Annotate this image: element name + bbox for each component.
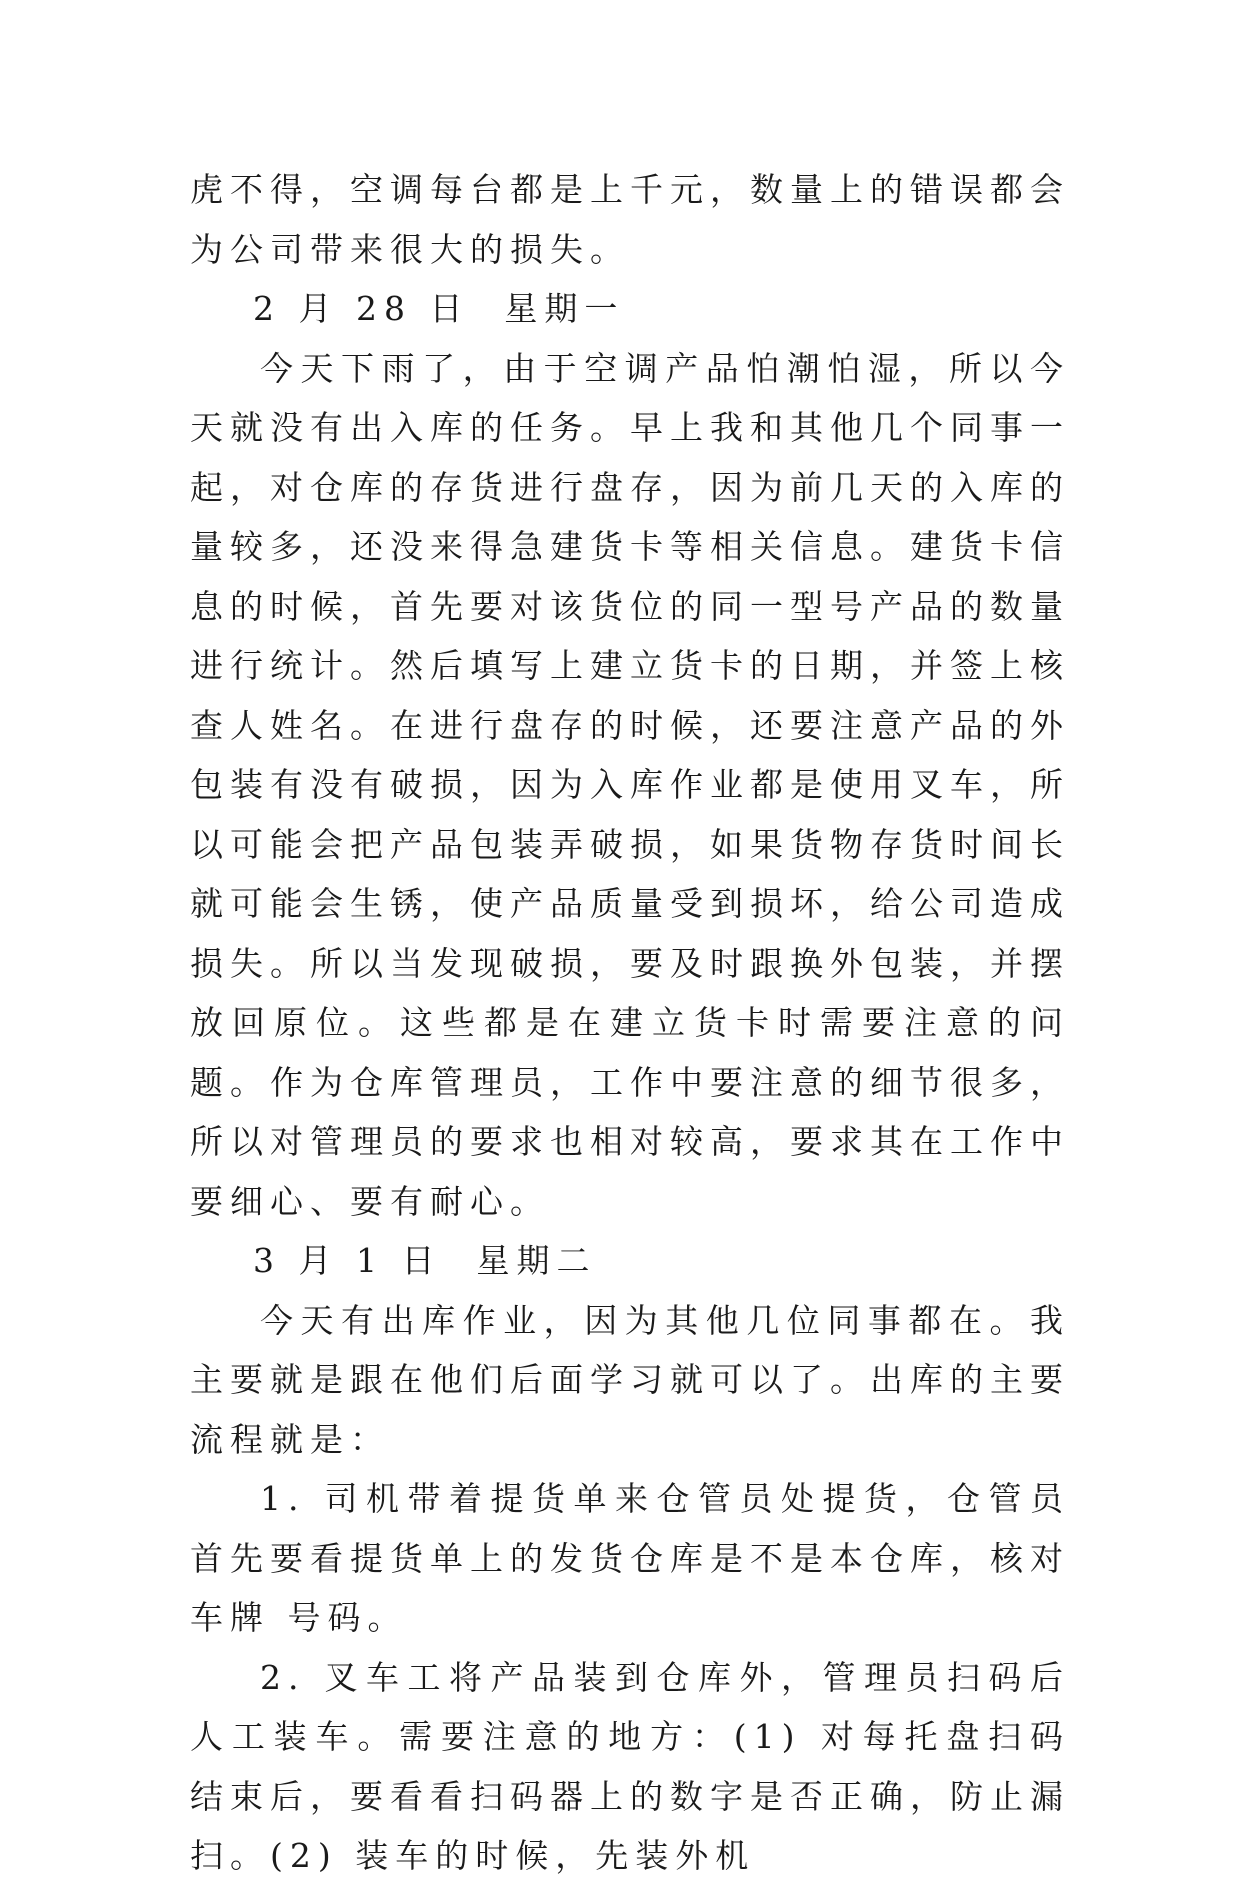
paragraph-step-1: 1. 司机带着提货单来仓管员处提货，仓管员首先要看提货单上的发货仓库是不是本仓库，核对车牌 号码。 (190, 1479, 1070, 1637)
paragraph-mar-1-intro: 今天有出库作业，因为其他几位同事都在。我主要就是跟在他们后面学习就可以了。出库的主要流程就是： (190, 1300, 1070, 1459)
paragraph-continuation: 虎不得，空调每台都是上千元，数量上的错误都会为公司带来很大的损失。 (190, 170, 1070, 269)
date-heading-mar-1: 3 月 1 日 星期二 (253, 1241, 597, 1280)
date-heading-feb-28: 2 月 28 日 星期一 (253, 289, 625, 328)
paragraph-step-2: 2. 叉车工将产品装到仓库外，管理员扫码后人工装车。需要注意的地方：(1) 对每托盘扫码结束后，要看看扫码器上的数字是否正确，防止漏扫。(2) 装车的时候，先装外机 (190, 1657, 1070, 1875)
paragraph-feb-28-entry: 今天下雨了，由于空调产品怕潮怕湿，所以今天就没有出入库的任务。早上我和其他几个同事一起，对仓库的存货进行盘存，因为前几天的入库的量较多，还没来得急建货卡等相关信息。建货卡信息的时候，首先要对该货位的同一型号产品的数量进行统计。然后填写上建立货卡的日期，并签上核查人姓名。在进行盘存的时候，还要注意产品的外包装有没有破损，因为入库作业都是使用叉车，所以可能会把产品包装弄破损，如果货物存货时间长就可能会生锈，使产品质量受到损坏，给公司造成损失。所以当发现破损，要及时跟换外包装，并摆放回原位。这些都是在建立货卡时需要注意的问题。作为仓库管理员，工作中要注意的细节很多，所以对管理员的要求也相对较高，要求其在工作中要细心、要有耐心。 (190, 348, 1070, 1221)
document-body (190, 160, 1070, 1886)
